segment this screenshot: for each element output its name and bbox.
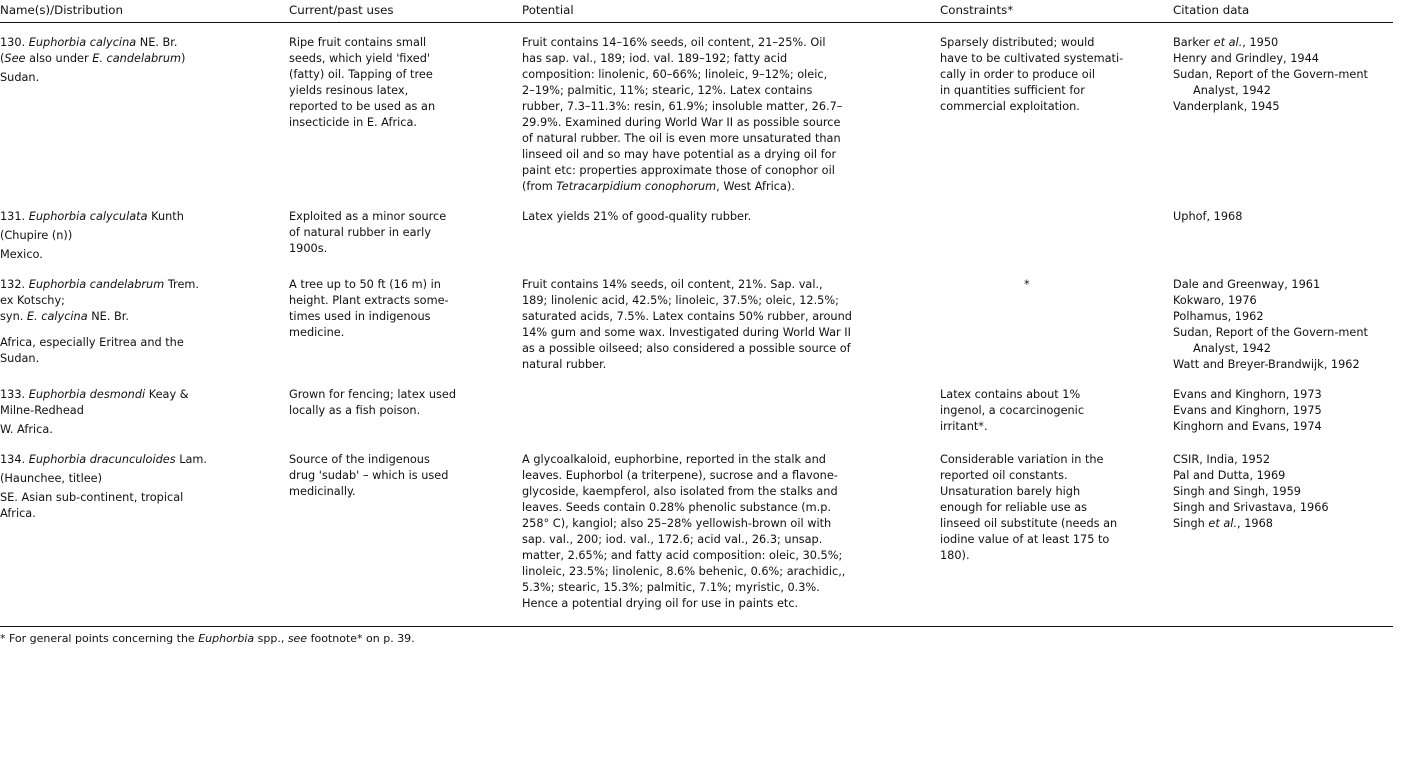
- note-text: also under: [25, 52, 93, 65]
- synonym-species: E. calycina: [26, 310, 88, 323]
- table-row-131: [0, 209, 1409, 263]
- species-authority: Kunth: [151, 210, 184, 223]
- potential-species: Tetracarpidium conophorum: [556, 180, 717, 193]
- footnote-genus: Euphorbia: [198, 632, 255, 645]
- citation-text: Singh: [1173, 517, 1209, 530]
- common-name: (Haunchee, titlee): [0, 472, 103, 485]
- distribution: Sudan.: [0, 71, 40, 84]
- citation-year: , 1968: [1237, 517, 1273, 530]
- cell-constraints-132: *: [1024, 278, 1030, 291]
- note-paren: (: [0, 52, 5, 65]
- species-name: Euphorbia calyculata: [28, 210, 148, 223]
- citation-item: [1173, 51, 1398, 67]
- table-header: [0, 2, 1409, 22]
- citation-etal: et al.: [1213, 36, 1243, 49]
- cell-name-133: [0, 387, 282, 438]
- citation-text: Singh and Singh, 1959: [1173, 485, 1301, 498]
- citation-item: [1173, 357, 1398, 373]
- entry-number: 131.: [0, 210, 26, 223]
- cell-citations-132: [1173, 277, 1398, 373]
- potential-tail-end: , West Africa).: [716, 180, 795, 193]
- species-name: Euphorbia calycina: [28, 36, 137, 49]
- entry-number: 130.: [0, 36, 26, 49]
- cell-potential-134: A glycoalkaloid, euphorbine, reported in the stalk and leaves. Euphorbol (a triterpene), sucrose and a flavone- glycoside, kaempferol, also isolated from the stalks and leaves. Seeds contain 0.28% phenolic substance (m.p. 258° C), kangiol; also 25–28% yellowish-brown oil with sap. val., 200; iod. val., 172.6; acid val., 26.3; unsap. matter, 2.65%; and fatty acid composition: oleic, 30.5%; linoleic, 23.5%; linolenic, 8.6% behenic, 0.6%; arachidic,, 5.3%; stearic, 15.3%; palmitic, 7.1%; myristic, 0.3%. Hence a potential drying oil for use in paints etc.: [522, 453, 846, 610]
- cell-name-134: [0, 452, 282, 522]
- citation-item: [1173, 516, 1398, 532]
- cell-potential-130: [522, 35, 927, 195]
- potential-text: Fruit contains 14–16% seeds, oil content, 21–25%. Oil has sap. val., 189; iod. val. 189–192; fatty acid composition: linolenic, 60–66%; linoleic, 9–12%; oleic, 2–19%; palmitic, 11%; stearic, 12%. Latex contains rubber, 7.3–11.3%: resin, 61.9%; insoluble matter, 26.7– 29.9%. Examined during World War II as possible source of natural rubber. The oil is even more unsaturated than linseed oil and so may have potential as a drying oil for paint etc: properties approximate those of conophor oil: [522, 36, 843, 177]
- footnote-text-mid: spp.,: [254, 632, 288, 645]
- distribution: W. Africa.: [0, 423, 53, 436]
- citation-item: [1173, 452, 1398, 468]
- cell-uses-132: A tree up to 50 ft (16 m) in height. Plant extracts some- times used in indigenous medicine.: [289, 278, 449, 339]
- cell-potential-132: Fruit contains 14% seeds, oil content, 21%. Sap. val., 189; linolenic acid, 42.5%; linoleic, 37.5%; oleic, 12.5%; saturated acids, 7.5%. Latex contains 50% rubber, around 14% gum and some wax. Investigated during World War II as a possible oilseed; also considered a possible source of natural rubber.: [522, 278, 852, 371]
- species-name: Euphorbia desmondi: [28, 388, 146, 401]
- entry-number: 134.: [0, 453, 26, 466]
- header-citation-data: Citation data: [1173, 3, 1250, 17]
- citation-text: Kinghorn and Evans, 1974: [1173, 420, 1322, 433]
- cell-constraints-134: Considerable variation in the reported oil constants. Unsaturation barely high enough for reliable use as linseed oil substitute (needs an iodine value of at least 175 to 180).: [940, 453, 1118, 562]
- cell-constraints-130: Sparsely distributed; would have to be cultivated systemati- cally in order to produce oil in quantities sufficient for commercial exploitation.: [940, 36, 1124, 113]
- citation-item: [1173, 209, 1398, 225]
- footnote-see: see: [287, 632, 308, 645]
- cell-uses-131: Exploited as a minor source of natural rubber in early 1900s.: [289, 210, 447, 255]
- citation-item: [1173, 500, 1398, 516]
- citation-text: Vanderplank, 1945: [1173, 100, 1280, 113]
- species-authority: Lam.: [179, 453, 207, 466]
- table-row-132: [0, 277, 1409, 373]
- citation-item: [1173, 309, 1398, 325]
- citation-text: Kokwaro, 1976: [1173, 294, 1257, 307]
- species-authority: Keay & Milne-Redhead: [0, 388, 189, 417]
- footer-rule: [0, 626, 1393, 627]
- cell-potential-131: Latex yields 21% of good-quality rubber.: [522, 210, 752, 223]
- species-authority: NE. Br.: [139, 36, 178, 49]
- distribution: SE. Asian sub-continent, tropical Africa.: [0, 491, 184, 520]
- species-name: Euphorbia candelabrum: [28, 278, 165, 291]
- citation-text: Evans and Kinghorn, 1975: [1173, 404, 1322, 417]
- citation-text: Singh and Srivastava, 1966: [1173, 501, 1329, 514]
- cell-uses-133: Grown for fencing; latex used locally as a fish poison.: [289, 388, 457, 417]
- citation-text: Barker: [1173, 36, 1214, 49]
- entry-number: 133.: [0, 388, 26, 401]
- citation-item: [1173, 67, 1398, 99]
- footnote-text-end: footnote* on p. 39.: [307, 632, 415, 645]
- distribution: Africa, especially Eritrea and the Sudan.: [0, 336, 184, 365]
- species-authority: Trem. ex Kotschy;: [0, 278, 199, 307]
- citation-item: [1173, 419, 1398, 435]
- citation-item: [1173, 99, 1398, 115]
- footnote: [0, 631, 1409, 647]
- header-constraints: Constraints*: [940, 3, 1014, 17]
- note-paren-close: ): [181, 52, 186, 65]
- citation-text: Henry and Grindley, 1944: [1173, 52, 1319, 65]
- cell-uses-134: Source of the indigenous drug 'sudab' – which is used medicinally.: [289, 453, 449, 498]
- common-name: (Chupire (n)): [0, 229, 73, 242]
- cell-name-130: [0, 35, 282, 86]
- citation-text: Uphof, 1968: [1173, 210, 1243, 223]
- cell-citations-131: [1173, 209, 1398, 225]
- citation-item: [1173, 403, 1398, 419]
- citation-item: [1173, 484, 1398, 500]
- citation-text: Dale and Greenway, 1961: [1173, 278, 1321, 291]
- citation-text: Evans and Kinghorn, 1973: [1173, 388, 1322, 401]
- cell-citations-133: [1173, 387, 1398, 435]
- citation-text: Pal and Dutta, 1969: [1173, 469, 1286, 482]
- table-row-133: [0, 387, 1409, 438]
- citation-item: [1173, 293, 1398, 309]
- cell-name-132: [0, 277, 282, 367]
- cell-citations-130: [1173, 35, 1398, 115]
- table-row-130: [0, 35, 1409, 195]
- note-species: E. candelabrum: [92, 52, 181, 65]
- cell-uses-130: Ripe fruit contains small seeds, which yield 'fixed' (fatty) oil. Tapping of tree yields resinous latex, reported to be used as an insecticide in E. Africa.: [289, 36, 436, 129]
- citation-item: [1173, 387, 1398, 403]
- cell-constraints-133: Latex contains about 1% ingenol, a cocarcinogenic irritant*.: [940, 388, 1085, 433]
- header-potential: Potential: [522, 3, 574, 17]
- table-row-134: [0, 452, 1409, 612]
- citation-text: Polhamus, 1962: [1173, 310, 1264, 323]
- footnote-text: * For general points concerning the: [0, 632, 199, 645]
- synonym-label: syn.: [0, 310, 27, 323]
- distribution: Mexico.: [0, 248, 43, 261]
- cell-citations-134: [1173, 452, 1398, 532]
- citation-text: Sudan, Report of the Govern-ment Analyst, 1942: [1173, 326, 1368, 355]
- entry-number: 132.: [0, 278, 26, 291]
- potential-tail: (from: [522, 180, 557, 193]
- citation-item: [1173, 277, 1398, 293]
- citation-text: Sudan, Report of the Govern-ment Analyst, 1942: [1173, 68, 1368, 97]
- citation-item: [1173, 468, 1398, 484]
- citation-item: [1173, 35, 1398, 51]
- header-rule: [0, 22, 1393, 23]
- citation-year: , 1950: [1242, 36, 1279, 49]
- synonym-authority: NE. Br.: [87, 310, 129, 323]
- citation-text: CSIR, India, 1952: [1173, 453, 1271, 466]
- species-name: Euphorbia dracunculoides: [28, 453, 176, 466]
- note-see: See: [4, 52, 26, 65]
- citation-etal: et al.: [1208, 517, 1238, 530]
- header-current-past-uses: Current/past uses: [289, 3, 394, 17]
- cell-name-131: [0, 209, 282, 263]
- citation-text: Watt and Breyer-Brandwijk, 1962: [1173, 358, 1360, 371]
- citation-item: [1173, 325, 1398, 357]
- header-names-distribution: Name(s)/Distribution: [0, 3, 123, 17]
